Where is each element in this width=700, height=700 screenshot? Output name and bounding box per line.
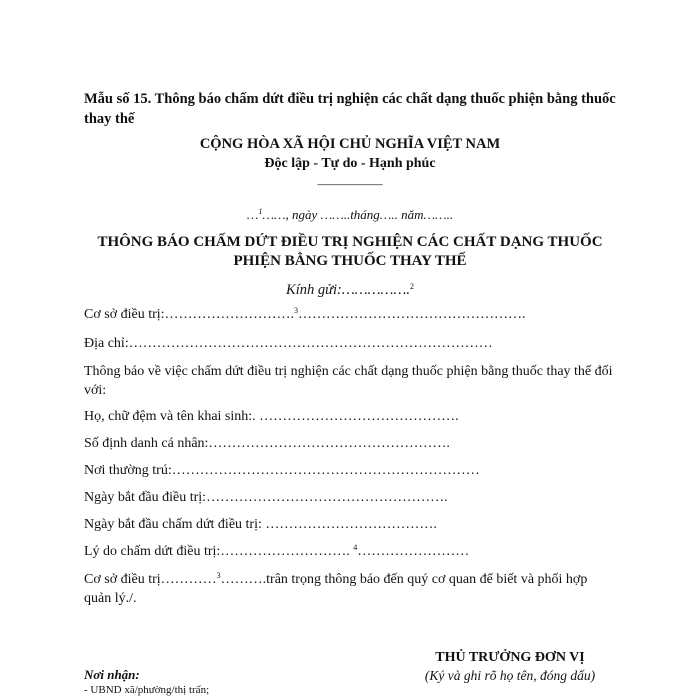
- closing-text-continued: ……….trân trọng thông báo đến quý cơ quan để biết và phối hợp quản lý./.: [84, 572, 588, 606]
- footnote-marker: 2: [409, 282, 414, 291]
- recipients-item: - UBND xã/phường/thị trấn;: [84, 684, 210, 696]
- dateline-rest: ……, ngày ……..tháng….. năm……..: [262, 207, 454, 222]
- facility-field: [84, 307, 526, 323]
- end-date-field: Ngày bắt đầu chấm dứt điều trị: ……………………………….: [84, 517, 437, 532]
- national-motto: Độc lập - Tự do - Hạnh phúc: [264, 156, 436, 171]
- dateline-prefix: …: [246, 207, 259, 222]
- recipient-line: [0, 282, 700, 299]
- recipients-label: Nơi nhận:: [84, 667, 140, 682]
- recipient-text: Kính gửi:…………….: [286, 282, 410, 298]
- facility-text-continued: ………………………………………….: [298, 307, 526, 322]
- document-title-line-2: PHIỆN BẰNG THUỐC THAY THẾ: [233, 253, 467, 269]
- address-field: Địa chỉ:……………………………………………………………………: [84, 336, 493, 351]
- id-number-field: Số định danh cá nhân:…………………………………………….: [84, 436, 450, 451]
- full-name-field: Họ, chữ đệm và tên khai sinh:. …………………………………….: [84, 409, 459, 424]
- national-title: CỘNG HÒA XÃ HỘI CHỦ NGHĨA VIỆT NAM: [199, 136, 501, 152]
- closing-paragraph: [84, 570, 614, 608]
- notice-intro: Thông báo về việc chấm dứt điều trị nghiện các chất dạng thuốc phiện bằng thuốc thay thế đối với:: [84, 364, 613, 398]
- residence-field: Nơi thường trú:…………………………………………………………: [84, 463, 480, 478]
- place-date-line: [0, 207, 700, 223]
- reason-text: Lý do chấm dứt điều trị:……………………….: [84, 544, 354, 559]
- footnote-marker: 3: [294, 306, 299, 315]
- facility-text: Cơ sở điều trị:……………………….: [84, 307, 295, 322]
- signer-title: THỦ TRƯỞNG ĐƠN VỊ: [435, 650, 585, 665]
- footnote-marker: 4: [353, 543, 358, 552]
- motto-underline: —————: [317, 176, 383, 191]
- reason-field: [84, 544, 469, 560]
- signer-instruction: (Ký và ghi rõ họ tên, đóng dấu): [424, 668, 596, 683]
- closing-text: Cơ sở điều trị…………: [84, 572, 217, 587]
- start-date-field: Ngày bắt đầu điều trị:…………………………………………….: [84, 490, 448, 505]
- footnote-marker: 1: [258, 207, 263, 216]
- reason-text-continued: ……………………: [357, 544, 470, 559]
- form-label: Mẫu số 15. Thông báo chấm dứt điều trị nghiện các chất dạng thuốc phiện bằng thuốc thay thế: [84, 91, 616, 127]
- document-title-line-1: THÔNG BÁO CHẤM DỨT ĐIỀU TRỊ NGHIỆN CÁC CHẤT DẠNG THUỐC: [97, 234, 603, 250]
- footnote-marker: 3: [216, 571, 221, 580]
